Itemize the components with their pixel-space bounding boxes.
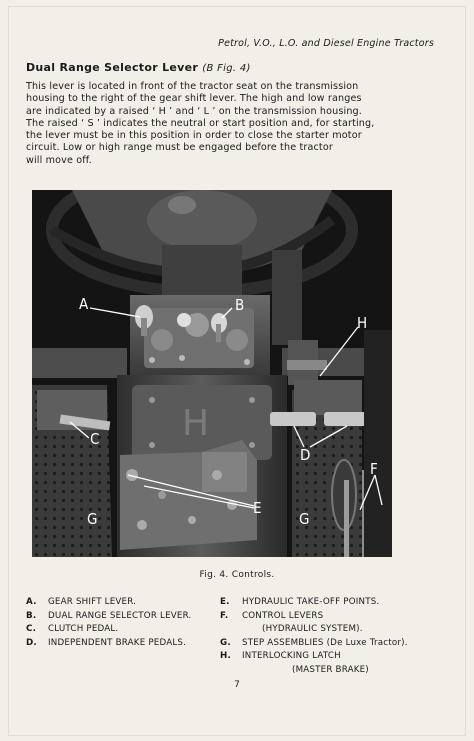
legend-letter: B. xyxy=(26,610,37,621)
body-line: are indicated by a raised ‘ H ’ and ‘ L ’ on the transmission housing. xyxy=(26,105,362,117)
legend-item-g xyxy=(220,637,408,651)
legend-letter: F. xyxy=(220,610,229,621)
legend-text: INDEPENDENT BRAKE PEDALS. xyxy=(48,637,187,648)
legend-item-b xyxy=(26,610,192,624)
legend-item-e xyxy=(220,596,408,610)
legend-item-f xyxy=(220,610,408,624)
body-paragraph xyxy=(26,81,394,167)
section-heading xyxy=(26,61,251,74)
controls-photograph xyxy=(32,190,392,557)
legend-item-a xyxy=(26,596,192,610)
legend-item-d xyxy=(26,637,192,651)
body-line: the lever must be in this position in order to close the starter motor xyxy=(26,130,362,142)
callout-d: D xyxy=(300,446,311,464)
callout-g-left: G xyxy=(87,510,98,528)
body-line: will move off. xyxy=(26,154,92,166)
legend-item-c xyxy=(26,623,192,637)
legend-text: HYDRAULIC TAKE-OFF POINTS. xyxy=(242,597,380,607)
legend-letter: G. xyxy=(220,637,231,648)
figure-caption: Fig. 4. Controls. xyxy=(199,570,275,580)
legend-right-column xyxy=(220,596,408,677)
legend-subtext-h: (MASTER BRAKE) xyxy=(292,664,369,675)
tractor-controls-illustration xyxy=(32,190,392,557)
svg-text:H: H xyxy=(182,403,210,444)
legend-letter: C. xyxy=(26,624,37,634)
legend-letter: E. xyxy=(220,597,230,607)
callout-c: C xyxy=(90,430,100,448)
legend-text: STEP ASSEMBLIES (De Luxe Tractor). xyxy=(242,637,408,648)
body-line: The raised ‘ S ’ indicates the neutral or start position and, for starting, xyxy=(26,117,375,129)
legend-text: CONTROL LEVERS xyxy=(242,610,324,621)
legend-left-column xyxy=(26,596,192,650)
legend-text: DUAL RANGE SELECTOR LEVER. xyxy=(48,610,192,621)
legend-letter: D. xyxy=(26,637,37,648)
legend-subtext-f: (HYDRAULIC SYSTEM). xyxy=(262,624,363,634)
body-line: This lever is located in front of the tractor seat on the transmission xyxy=(26,81,359,92)
section-title: Dual Range Selector Lever xyxy=(26,61,199,74)
legend-text: GEAR SHIFT LEVER. xyxy=(48,597,137,607)
legend-letter: A. xyxy=(26,597,37,607)
legend-text: CLUTCH PEDAL. xyxy=(48,624,119,634)
callout-f: F xyxy=(370,460,378,478)
section-figure-ref: (B Fig. 4) xyxy=(202,63,251,74)
callout-b: B xyxy=(235,296,245,314)
running-head: Petrol, V.O., L.O. and Diesel Engine Tractors xyxy=(218,38,434,49)
callout-a: A xyxy=(79,295,89,313)
callout-h: H xyxy=(357,314,368,332)
body-line: circuit. Low or high range must be engaged before the tractor xyxy=(26,142,333,154)
page-number: 7 xyxy=(234,680,240,690)
callout-e: E xyxy=(253,499,262,517)
body-line: housing to the right of the gear shift lever. The high and low ranges xyxy=(26,93,362,105)
legend-letter: H. xyxy=(220,651,231,661)
legend-item-h xyxy=(220,650,408,664)
callout-g-right: G xyxy=(299,510,310,528)
legend-text: INTERLOCKING LATCH xyxy=(242,651,341,661)
